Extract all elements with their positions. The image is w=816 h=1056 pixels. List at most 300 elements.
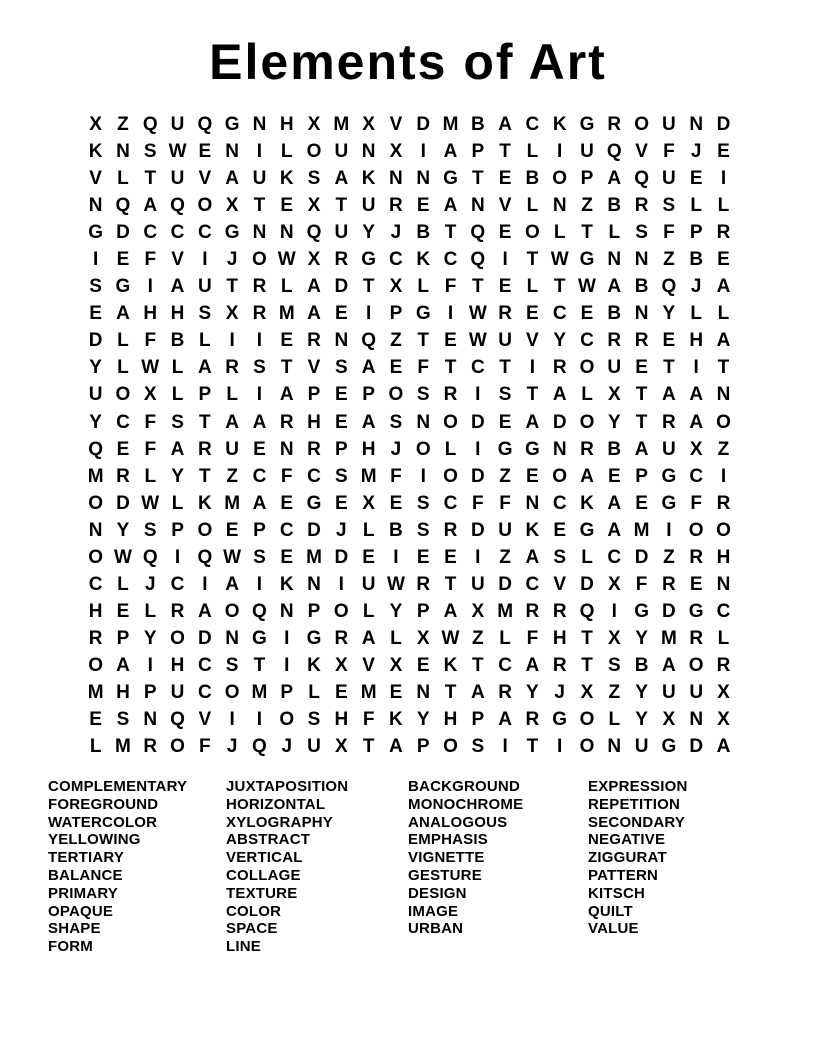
word-list-item: XYLOGRAPHY [226, 813, 334, 831]
grid-letter: Q [470, 222, 486, 244]
grid-letter: E [526, 303, 539, 325]
grid-letter: D [470, 519, 485, 541]
grid-letter: F [199, 736, 211, 758]
word-list-item: QUILT [588, 902, 633, 920]
grid-letter: Y [635, 682, 648, 703]
grid-letter: B [170, 330, 185, 352]
grid-letter: S [116, 709, 130, 731]
grid-letter: O [333, 600, 349, 622]
grid-letter: Y [362, 222, 375, 244]
grid-letter: L [117, 168, 129, 190]
grid-letter: A [716, 330, 731, 352]
grid-letter: O [115, 384, 131, 406]
grid-letter: C [389, 249, 403, 271]
grid-letter: U [170, 114, 185, 136]
grid-letter: I [557, 736, 563, 758]
grid-letter: A [279, 384, 294, 406]
grid-letter: R [498, 682, 512, 703]
grid-letter: D [88, 330, 103, 352]
grid-letter: P [116, 627, 130, 649]
grid-letter: X [471, 600, 485, 622]
grid-letter: N [525, 492, 540, 514]
grid-letter: J [390, 438, 402, 460]
word-list-item: BACKGROUND [408, 778, 520, 795]
grid-letter: O [224, 682, 240, 703]
grid-letter: R [170, 600, 185, 622]
grid-letter: D [498, 573, 512, 595]
grid-letter: Q [470, 249, 486, 271]
grid-letter: A [689, 384, 704, 406]
grid-letter: T [553, 276, 566, 298]
grid-letter: N [716, 573, 731, 595]
grid-letter: D [334, 546, 349, 568]
grid-letter: T [472, 276, 484, 298]
grid-letter: E [334, 384, 348, 406]
word-list-item: SPACE [226, 920, 278, 938]
grid-letter: E [662, 330, 676, 352]
grid-letter: M [278, 303, 295, 325]
word-list-item: PATTERN [588, 866, 659, 884]
grid-letter: L [280, 141, 293, 163]
grid-letter: G [525, 438, 540, 460]
grid-letter: X [607, 573, 621, 595]
grid-letter: T [472, 168, 484, 190]
word-list-item: ANALOGOUS [408, 813, 508, 831]
grid-letter: T [581, 627, 593, 649]
grid-letter: K [443, 654, 458, 676]
grid-letter: D [307, 519, 321, 541]
grid-letter: X [143, 384, 157, 406]
grid-letter: O [88, 654, 104, 676]
grid-letter: R [552, 600, 567, 622]
grid-letter: X [362, 492, 375, 514]
grid-letter: F [472, 492, 484, 514]
grid-letter: S [143, 141, 157, 163]
grid-letter: I [666, 519, 672, 541]
grid-letter: S [171, 411, 184, 433]
grid-letter: O [197, 519, 213, 541]
grid-letter: Y [607, 411, 621, 433]
grid-letter: V [526, 330, 539, 352]
grid-letter: U [225, 438, 239, 460]
grid-letter: L [608, 709, 621, 731]
grid-letter: S [89, 276, 102, 298]
puzzle-title: Elements of Art [209, 34, 607, 90]
grid-letter: F [663, 222, 675, 244]
grid-letter: I [202, 573, 208, 595]
grid-letter: V [198, 168, 212, 190]
grid-letter: U [197, 276, 212, 298]
grid-letter: N [634, 249, 649, 271]
grid-letter: O [552, 465, 568, 487]
grid-letter: I [93, 249, 99, 271]
grid-letter: A [389, 736, 403, 758]
grid-letter: C [170, 222, 185, 244]
grid-letter: N [470, 195, 485, 217]
grid-letter: E [389, 682, 403, 703]
grid-letter: U [307, 736, 321, 758]
grid-letter: O [197, 195, 213, 217]
grid-letter: G [306, 492, 322, 514]
grid-letter: E [717, 249, 730, 271]
grid-letter: H [143, 303, 158, 325]
grid-letter: E [689, 168, 703, 190]
grid-letter: V [389, 114, 403, 136]
grid-letter: E [362, 546, 375, 568]
grid-letter: I [174, 546, 181, 568]
grid-letter: K [279, 168, 294, 190]
grid-letter: T [444, 682, 457, 703]
grid-letter: I [557, 141, 563, 163]
grid-letter: W [441, 627, 460, 649]
grid-letter: R [607, 330, 622, 352]
grid-letter: N [143, 709, 158, 731]
grid-letter: P [171, 519, 184, 541]
grid-letter: S [416, 519, 430, 541]
grid-letter: J [226, 736, 238, 758]
grid-letter: I [502, 249, 508, 271]
grid-letter: P [471, 141, 485, 163]
grid-letter: Y [662, 303, 676, 325]
grid-letter: K [88, 141, 103, 163]
grid-letter: I [720, 465, 727, 487]
grid-letter: F [663, 141, 675, 163]
grid-letter: G [415, 303, 431, 325]
grid-letter: Y [143, 627, 157, 649]
grid-letter: Z [581, 195, 593, 217]
grid-letter: L [499, 627, 511, 649]
grid-letter: O [252, 249, 267, 271]
grid-letter: V [89, 168, 102, 190]
grid-letter: R [662, 573, 676, 595]
grid-letter: N [716, 384, 731, 406]
grid-letter: X [389, 654, 403, 676]
grid-letter: E [89, 709, 102, 731]
grid-letter: P [307, 384, 321, 406]
grid-letter: A [170, 438, 185, 460]
grid-letter: M [306, 546, 322, 568]
grid-letter: L [117, 330, 129, 352]
grid-letter: H [279, 114, 294, 136]
grid-letter: N [225, 627, 239, 649]
grid-letter: R [716, 654, 731, 676]
grid-letter: A [470, 682, 485, 703]
word-list-item: YELLOWING [48, 831, 141, 849]
grid-letter: D [552, 411, 567, 433]
grid-letter: A [552, 384, 567, 406]
grid-letter: I [147, 276, 153, 298]
grid-letter: D [470, 411, 485, 433]
grid-letter: I [502, 736, 508, 758]
grid-letter: L [717, 195, 730, 217]
grid-letter: U [662, 438, 676, 460]
word-list-item: FOREGROUND [48, 795, 159, 813]
grid-letter: W [386, 573, 405, 595]
grid-letter: E [225, 519, 239, 541]
grid-letter: T [499, 141, 511, 163]
grid-letter: G [688, 600, 704, 622]
grid-letter: Y [89, 411, 102, 433]
grid-letter: A [307, 303, 321, 325]
grid-letter: N [279, 438, 294, 460]
grid-letter: G [552, 709, 568, 731]
grid-letter: Q [88, 438, 104, 460]
grid-letter: N [88, 519, 103, 541]
grid-letter: H [334, 709, 349, 731]
grid-letter: X [307, 114, 321, 136]
grid-letter: O [88, 546, 104, 568]
grid-letter: X [717, 709, 730, 731]
grid-letter: E [280, 195, 294, 217]
grid-letter: T [253, 195, 266, 217]
grid-letter: O [716, 519, 731, 541]
grid-letter: L [390, 627, 402, 649]
grid-letter: R [334, 627, 349, 649]
grid-letter: C [170, 573, 185, 595]
grid-letter: E [198, 141, 212, 163]
grid-letter: V [553, 573, 567, 595]
grid-letter: A [580, 465, 594, 487]
grid-letter: G [661, 736, 677, 758]
grid-letter: L [117, 573, 129, 595]
grid-letter: F [144, 249, 157, 271]
grid-letter: F [690, 492, 702, 514]
grid-letter: T [362, 276, 375, 298]
grid-letter: G [579, 114, 595, 136]
grid-letter: B [525, 168, 540, 190]
grid-letter: K [416, 249, 431, 271]
grid-letter: T [663, 357, 675, 379]
grid-letter: L [144, 465, 157, 487]
grid-letter: G [224, 222, 240, 244]
grid-letter: A [662, 384, 676, 406]
grid-letter: E [444, 546, 457, 568]
grid-letter: S [389, 411, 403, 433]
grid-letter: M [333, 114, 350, 136]
grid-letter: N [279, 600, 294, 622]
grid-letter: W [578, 276, 596, 298]
grid-letter: A [252, 411, 267, 433]
grid-letter: A [716, 276, 731, 298]
grid-letter: X [416, 627, 430, 649]
grid-letter: E [635, 357, 648, 379]
grid-letter: C [197, 682, 212, 703]
grid-letter: D [116, 492, 130, 514]
grid-letter: C [443, 492, 458, 514]
grid-letter: G [224, 114, 240, 136]
grid-letter: Z [717, 438, 730, 460]
grid-letter: R [279, 411, 294, 433]
grid-letter: R [689, 627, 704, 649]
grid-letter: C [552, 303, 567, 325]
grid-letter: Y [635, 709, 648, 731]
grid-letter: P [280, 682, 294, 703]
grid-letter: D [662, 600, 676, 622]
grid-letter: K [197, 492, 212, 514]
grid-letter: R [116, 465, 130, 487]
grid-letter: A [689, 411, 704, 433]
grid-letter: E [116, 249, 130, 271]
grid-letter: A [252, 492, 267, 514]
grid-letter: J [336, 519, 347, 541]
grid-letter: R [389, 195, 403, 217]
grid-letter: X [662, 709, 676, 731]
grid-letter: L [717, 627, 730, 649]
grid-letter: M [660, 627, 677, 649]
grid-letter: J [690, 141, 702, 163]
grid-letter: P [416, 600, 430, 622]
grid-letter: E [280, 492, 294, 514]
grid-letter: G [579, 519, 595, 541]
grid-letter: M [633, 519, 650, 541]
grid-letter: R [634, 330, 649, 352]
grid-letter: X [334, 736, 348, 758]
grid-letter: L [171, 357, 184, 379]
grid-letter: K [580, 492, 594, 514]
word-list-item: GESTURE [408, 866, 482, 884]
grid-letter: W [468, 330, 487, 352]
grid-letter: O [415, 438, 431, 460]
grid-letter: X [689, 438, 703, 460]
grid-letter: T [444, 357, 457, 379]
grid-letter: U [634, 736, 649, 758]
grid-letter: F [526, 627, 539, 649]
grid-letter: B [607, 303, 622, 325]
word-list-item: COMPLEMENTARY [48, 778, 188, 795]
grid-letter: T [581, 654, 593, 676]
grid-letter: C [716, 600, 731, 622]
word-list-item: KITSCH [588, 884, 646, 902]
grid-letter: M [360, 465, 377, 487]
grid-letter: I [393, 546, 399, 568]
grid-letter: Z [499, 465, 511, 487]
grid-letter: O [579, 357, 595, 379]
grid-letter: R [307, 330, 321, 352]
grid-letter: I [229, 709, 235, 731]
grid-letter: X [307, 195, 321, 217]
grid-letter: A [607, 492, 622, 514]
grid-letter: U [662, 114, 676, 136]
grid-letter: U [470, 573, 485, 595]
grid-letter: G [661, 465, 677, 487]
grid-letter: L [417, 276, 430, 298]
grid-letter: I [420, 141, 426, 163]
grid-letter: E [416, 546, 430, 568]
grid-letter: R [334, 249, 349, 271]
grid-letter: O [279, 709, 295, 731]
grid-letter: U [334, 222, 349, 244]
grid-letter: R [716, 222, 731, 244]
grid-letter: O [443, 736, 458, 758]
grid-letter: I [284, 654, 290, 676]
grid-letter: P [389, 303, 403, 325]
grid-letter: A [498, 114, 512, 136]
grid-letter: E [280, 546, 294, 568]
grid-letter: H [170, 654, 185, 676]
grid-letter: T [444, 573, 457, 595]
grid-letter: D [689, 736, 704, 758]
grid-letter: Z [499, 546, 511, 568]
word-list-item: COLOR [226, 902, 282, 920]
grid-letter: A [607, 168, 622, 190]
word-list-item: EXPRESSION [588, 778, 688, 795]
grid-letter: N [334, 330, 349, 352]
grid-letter: Z [226, 465, 238, 487]
grid-letter: U [361, 195, 376, 217]
grid-letter: U [170, 682, 185, 703]
grid-letter: L [581, 546, 593, 568]
grid-letter: I [256, 573, 263, 595]
grid-letter: T [526, 384, 539, 406]
grid-letter: O [170, 627, 185, 649]
grid-letter: R [143, 736, 158, 758]
word-list-item: OPAQUE [48, 902, 114, 920]
grid-letter: C [279, 519, 294, 541]
grid-letter: C [88, 573, 103, 595]
grid-letter: Q [361, 330, 376, 352]
grid-letter: B [416, 222, 431, 244]
grid-letter: T [199, 465, 211, 487]
grid-letter: T [444, 222, 457, 244]
grid-letter: N [607, 249, 622, 271]
grid-letter: E [116, 600, 130, 622]
grid-letter: L [526, 141, 539, 163]
grid-letter: S [635, 222, 648, 244]
grid-letter: X [580, 682, 594, 703]
grid-letter: G [252, 627, 267, 649]
grid-letter: K [525, 519, 540, 541]
grid-letter: R [498, 303, 512, 325]
grid-letter: Y [553, 330, 567, 352]
grid-letter: S [225, 654, 239, 676]
grid-letter: O [579, 411, 595, 433]
grid-letter: N [116, 141, 130, 163]
grid-letter: T [499, 357, 511, 379]
grid-letter: A [361, 357, 376, 379]
grid-letter: P [253, 519, 266, 541]
grid-letter: Y [89, 357, 102, 379]
grid-letter: O [224, 600, 240, 622]
grid-letter: T [635, 384, 648, 406]
grid-letter: I [611, 600, 617, 622]
grid-letter: A [361, 411, 376, 433]
grid-letter: W [277, 249, 296, 271]
grid-letter: H [443, 709, 458, 731]
grid-letter: U [580, 141, 594, 163]
word-list-column [588, 778, 688, 938]
word-list-item: BALANCE [48, 866, 123, 884]
grid-letter: L [362, 519, 375, 541]
grid-letter: A [662, 654, 676, 676]
grid-letter: E [334, 492, 348, 514]
grid-letter: U [170, 168, 185, 190]
grid-letter: E [334, 303, 348, 325]
grid-letter: U [689, 682, 704, 703]
grid-letter: I [202, 249, 208, 271]
grid-letter: F [499, 492, 511, 514]
grid-letter: A [225, 168, 239, 190]
word-list-item: ZIGGURAT [588, 849, 667, 867]
grid-letter: R [552, 654, 567, 676]
grid-letter: O [306, 141, 322, 163]
grid-letter: Q [197, 114, 213, 136]
grid-letter: U [361, 573, 376, 595]
grid-letter: E [416, 195, 430, 217]
grid-letter: I [338, 573, 344, 595]
grid-letter: U [252, 168, 267, 190]
word-list-item: REPETITION [588, 795, 681, 813]
grid-letter: M [497, 600, 514, 622]
